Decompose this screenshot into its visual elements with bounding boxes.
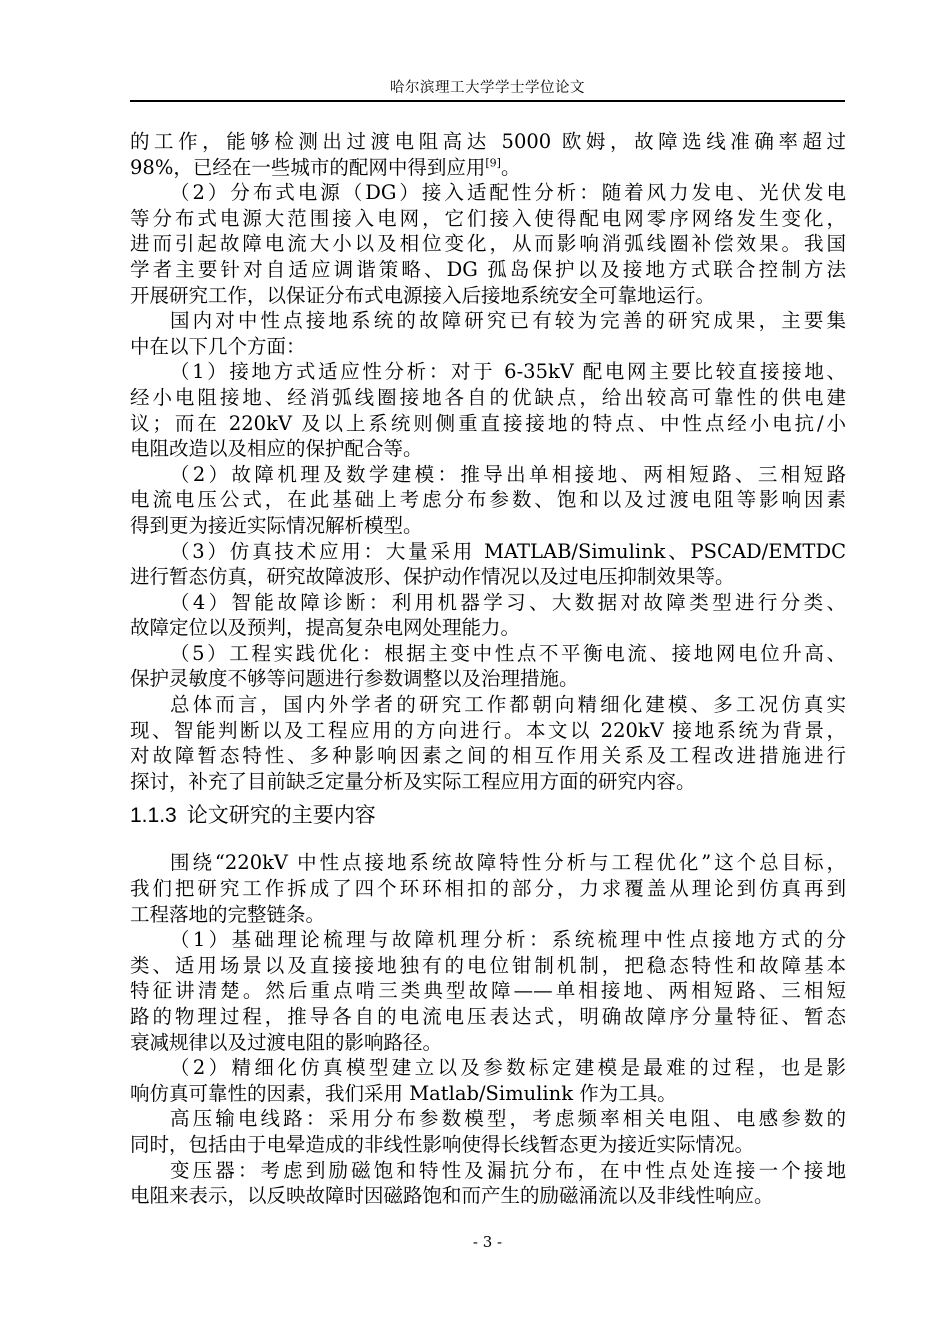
section-heading xyxy=(130,798,846,838)
text-line: 得到更为接近实际情况解析模型。 xyxy=(130,513,423,537)
body-text-part-a xyxy=(130,129,846,794)
page-number: - 3 - xyxy=(472,1233,503,1251)
paragraph xyxy=(130,539,846,590)
text-line: 电流电压公式，在此基础上考虑分布参数、饱和以及过渡电阻等影响因素 xyxy=(130,488,846,512)
line-text: 。 xyxy=(500,155,521,179)
text-line: 电阻来表示，以反映故障时因磁路饱和而产生的励磁涌流以及非线性响应。 xyxy=(130,1184,774,1208)
text-line: 电阻改造以及相应的保护配合等。 xyxy=(130,437,423,461)
paragraph xyxy=(130,927,846,1055)
paragraph xyxy=(130,462,846,539)
text-line: 衰减规律以及过渡电阻的影响路径。 xyxy=(130,1030,443,1054)
paragraph xyxy=(130,1158,846,1209)
text-line: （5）工程实践优化：根据主变中性点不平衡电流、接地网电位升高、 xyxy=(170,641,846,665)
paragraph xyxy=(130,1055,846,1106)
text-line: 现、智能判断以及工程应用的方向进行。本文以 220kV 接地系统为背景， xyxy=(130,718,846,742)
text-line: 等分布式电源大范围接入电网，它们接入使得配电网零序网络发生变化， xyxy=(130,206,846,230)
paragraph xyxy=(130,692,846,794)
text-line: 探讨，补充了目前缺乏定量分析及实际工程应用方面的研究内容。 xyxy=(130,769,696,793)
text-line: （1）基础理论梳理与故障机理分析：系统梳理中性点接地方式的分 xyxy=(170,928,846,952)
text-line: 工程落地的完整链条。 xyxy=(130,902,326,926)
text-line: 响仿真可靠性的因素，我们采用 Matlab/Simulink 作为工具。 xyxy=(130,1081,677,1105)
paragraph xyxy=(130,590,846,641)
paragraph xyxy=(130,850,846,927)
text-line: （2）故障机理及数学建模：推导出单相接地、两相短路、三相短路 xyxy=(170,462,846,486)
paragraph xyxy=(130,1106,846,1157)
text-line: （3）仿真技术应用：大量采用 MATLAB/Simulink、PSCAD/EMTDC xyxy=(170,539,846,563)
text-line: 特征讲清楚。然后重点啃三类典型故障——单相接地、两相短路、三相短 xyxy=(130,979,846,1003)
citation-ref: [9] xyxy=(485,156,501,170)
paragraph xyxy=(130,129,846,155)
text-line xyxy=(130,155,846,181)
text-line: 变压器：考虑到励磁饱和特性及漏抗分布，在中性点处连接一个接地 xyxy=(170,1158,846,1182)
text-line: 的工作，能够检测出过渡电阻高达 5000 欧姆，故障选线准确率超过 xyxy=(130,130,846,153)
section-title: 论文研究的主要内容 xyxy=(186,803,376,828)
text-line: 经小电阻接地、经消弧线圈接地各自的优缺点，给出较高可靠性的供电建 xyxy=(130,385,846,409)
running-header: 哈尔滨理工大学学士学位论文 xyxy=(390,80,585,96)
page-body xyxy=(130,129,846,1209)
paragraph xyxy=(130,359,846,461)
line-text: 98%，已经在一些城市的配网中得到应用 xyxy=(130,155,486,179)
body-text-part-b xyxy=(130,850,846,1208)
text-line: （2）分布式电源（DG）接入适配性分析：随着风力发电、光伏发电 xyxy=(170,181,846,205)
text-line: 议；而在 220kV 及以上系统则侧重直接接地的特点、中性点经小电抗/小 xyxy=(130,411,846,435)
text-line: 开展研究工作，以保证分布式电源接入后接地系统安全可靠地运行。 xyxy=(130,283,716,307)
text-line: 我们把研究工作拆成了四个环环相扣的部分，力求覆盖从理论到仿真再到 xyxy=(130,877,846,901)
text-line: 进而引起故障电流大小以及相位变化，从而影响消弧线圈补偿效果。我国 xyxy=(130,232,846,256)
paragraph xyxy=(130,155,846,181)
text-line: 同时，包括由于电晕造成的非线性影响使得长线暂态更为接近实际情况。 xyxy=(130,1132,755,1156)
text-line: 高压输电线路：采用分布参数模型，考虑频率相关电阻、电感参数的 xyxy=(170,1107,846,1131)
section-number: 1.1.3 xyxy=(130,804,177,828)
text-line: （1）接地方式适应性分析：对于 6-35kV 配电网主要比较直接接地、 xyxy=(170,360,846,384)
text-line: 路的物理过程，推导各自的电流电压表达式，明确故障序分量特征、暂态 xyxy=(130,1005,846,1028)
text-line: 围绕“220kV 中性点接地系统故障特性分析与工程优化”这个总目标， xyxy=(170,851,846,875)
paragraph xyxy=(130,641,846,692)
text-line: 故障定位以及预判，提高复杂电网处理能力。 xyxy=(130,616,521,640)
text-line: 中在以下几个方面： xyxy=(130,334,306,358)
text-line: （4）智能故障诊断：利用机器学习、大数据对故障类型进行分类、 xyxy=(170,590,846,614)
text-line: 对故障暂态特性、多种影响因素之间的相互作用关系及工程改进措施进行 xyxy=(130,744,846,768)
paragraph xyxy=(130,308,846,359)
text-line: 类、适用场景以及直接接地独有的电位钳制机制，把稳态特性和故障基本 xyxy=(130,953,846,977)
text-line: （2）精细化仿真模型建立以及参数标定建模是最难的过程，也是影 xyxy=(170,1056,846,1080)
header-rule xyxy=(130,100,845,102)
paragraph xyxy=(130,180,846,308)
text-line: 保护灵敏度不够等问题进行参数调整以及治理措施。 xyxy=(130,667,579,691)
text-line: 学者主要针对自适应调谐策略、DG 孤岛保护以及接地方式联合控制方法 xyxy=(130,257,846,281)
text-line: 进行暂态仿真，研究故障波形、保护动作情况以及过电压抑制效果等。 xyxy=(130,565,735,589)
text-line: 国内对中性点接地系统的故障研究已有较为完善的研究成果，主要集 xyxy=(170,309,846,333)
text-line: 总体而言，国内外学者的研究工作都朝向精细化建模、多工况仿真实 xyxy=(170,693,846,717)
